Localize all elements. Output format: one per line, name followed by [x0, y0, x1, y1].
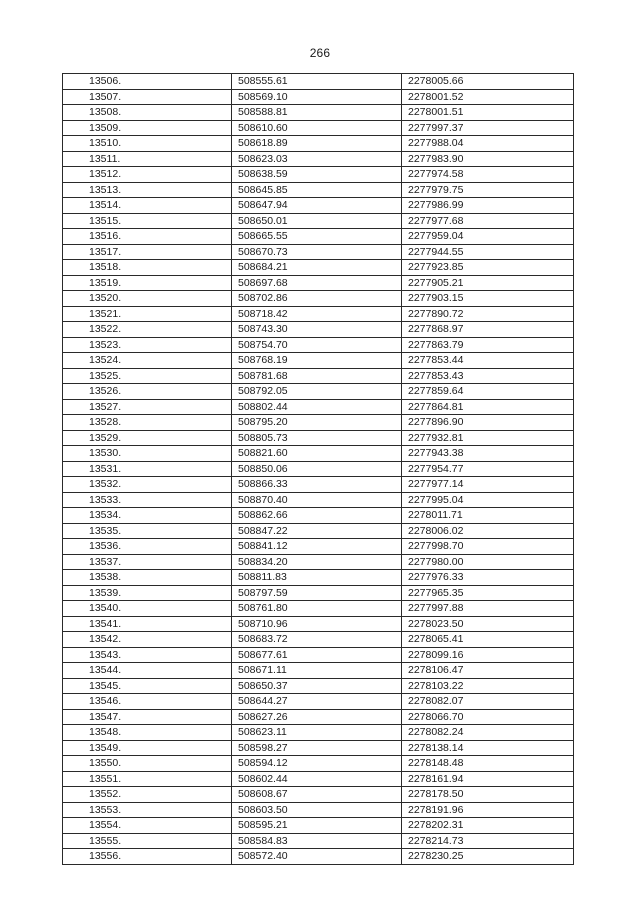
point-number-cell: 13538.: [63, 570, 232, 586]
y-coordinate-cell: 2278065.41: [402, 632, 574, 648]
table-row: [63, 430, 574, 446]
table-row: [63, 291, 574, 307]
y-coordinate-cell: 2278230.25: [402, 849, 574, 865]
y-coordinate-cell: 2278099.16: [402, 647, 574, 663]
x-coordinate-cell: 508768.19: [232, 353, 402, 369]
y-coordinate-cell: 2277954.77: [402, 461, 574, 477]
y-coordinate-cell: 2278001.51: [402, 105, 574, 121]
table-row: [63, 554, 574, 570]
y-coordinate-cell: 2277986.99: [402, 198, 574, 214]
page-number: 266: [309, 46, 331, 60]
y-coordinate-cell: 2278006.02: [402, 523, 574, 539]
x-coordinate-cell: 508797.59: [232, 585, 402, 601]
y-coordinate-cell: 2277983.90: [402, 151, 574, 167]
point-number-cell: 13527.: [63, 399, 232, 415]
x-coordinate-cell: 508761.80: [232, 601, 402, 617]
table-row: [63, 446, 574, 462]
y-coordinate-cell: 2277995.04: [402, 492, 574, 508]
table-row: [63, 523, 574, 539]
y-coordinate-cell: 2278011.71: [402, 508, 574, 524]
x-coordinate-cell: 508645.85: [232, 182, 402, 198]
point-number-cell: 13513.: [63, 182, 232, 198]
point-number-cell: 13533.: [63, 492, 232, 508]
table-row: [63, 678, 574, 694]
y-coordinate-cell: 2277932.81: [402, 430, 574, 446]
y-coordinate-cell: 2277977.68: [402, 213, 574, 229]
x-coordinate-cell: 508638.59: [232, 167, 402, 183]
y-coordinate-cell: 2278005.66: [402, 74, 574, 90]
x-coordinate-cell: 508697.68: [232, 275, 402, 291]
y-coordinate-cell: 2277943.38: [402, 446, 574, 462]
y-coordinate-cell: 2277980.00: [402, 554, 574, 570]
table-row: [63, 213, 574, 229]
table-row: [63, 740, 574, 756]
table-row: [63, 182, 574, 198]
x-coordinate-cell: 508841.12: [232, 539, 402, 555]
x-coordinate-cell: 508781.68: [232, 368, 402, 384]
table-row: [63, 477, 574, 493]
table-row: [63, 647, 574, 663]
x-coordinate-cell: 508623.03: [232, 151, 402, 167]
x-coordinate-cell: 508802.44: [232, 399, 402, 415]
x-coordinate-cell: 508665.55: [232, 229, 402, 245]
y-coordinate-cell: 2277959.04: [402, 229, 574, 245]
x-coordinate-cell: 508702.86: [232, 291, 402, 307]
x-coordinate-cell: 508792.05: [232, 384, 402, 400]
point-number-cell: 13550.: [63, 756, 232, 772]
x-coordinate-cell: 508627.26: [232, 709, 402, 725]
y-coordinate-cell: 2277859.64: [402, 384, 574, 400]
point-number-cell: 13551.: [63, 771, 232, 787]
y-coordinate-cell: 2277998.70: [402, 539, 574, 555]
table-row: [63, 849, 574, 865]
y-coordinate-cell: 2278148.48: [402, 756, 574, 772]
y-coordinate-cell: 2277863.79: [402, 337, 574, 353]
y-coordinate-cell: 2277868.97: [402, 322, 574, 338]
point-number-cell: 13542.: [63, 632, 232, 648]
x-coordinate-cell: 508572.40: [232, 849, 402, 865]
table-row: [63, 694, 574, 710]
table-row: [63, 105, 574, 121]
x-coordinate-cell: 508670.73: [232, 244, 402, 260]
x-coordinate-cell: 508588.81: [232, 105, 402, 121]
x-coordinate-cell: 508743.30: [232, 322, 402, 338]
point-number-cell: 13539.: [63, 585, 232, 601]
point-number-cell: 13507.: [63, 89, 232, 105]
point-number-cell: 13546.: [63, 694, 232, 710]
point-number-cell: 13535.: [63, 523, 232, 539]
x-coordinate-cell: 508821.60: [232, 446, 402, 462]
point-number-cell: 13518.: [63, 260, 232, 276]
table-row: [63, 663, 574, 679]
point-number-cell: 13555.: [63, 833, 232, 849]
table-row: [63, 771, 574, 787]
table-row: [63, 136, 574, 152]
x-coordinate-cell: 508710.96: [232, 616, 402, 632]
y-coordinate-cell: 2278106.47: [402, 663, 574, 679]
x-coordinate-cell: 508847.22: [232, 523, 402, 539]
point-number-cell: 13512.: [63, 167, 232, 183]
x-coordinate-cell: 508677.61: [232, 647, 402, 663]
y-coordinate-cell: 2277896.90: [402, 415, 574, 431]
table-row: [63, 616, 574, 632]
y-coordinate-cell: 2277997.88: [402, 601, 574, 617]
x-coordinate-cell: 508795.20: [232, 415, 402, 431]
y-coordinate-cell: 2277979.75: [402, 182, 574, 198]
table-row: [63, 229, 574, 245]
point-number-cell: 13515.: [63, 213, 232, 229]
point-number-cell: 13528.: [63, 415, 232, 431]
table-row: [63, 539, 574, 555]
x-coordinate-cell: 508805.73: [232, 430, 402, 446]
point-number-cell: 13526.: [63, 384, 232, 400]
y-coordinate-cell: 2277976.33: [402, 570, 574, 586]
y-coordinate-cell: 2277944.55: [402, 244, 574, 260]
point-number-cell: 13543.: [63, 647, 232, 663]
table-row: [63, 818, 574, 834]
x-coordinate-cell: 508608.67: [232, 787, 402, 803]
x-coordinate-cell: 508684.21: [232, 260, 402, 276]
x-coordinate-cell: 508555.61: [232, 74, 402, 90]
y-coordinate-cell: 2278066.70: [402, 709, 574, 725]
table-row: [63, 802, 574, 818]
y-coordinate-cell: 2278082.07: [402, 694, 574, 710]
y-coordinate-cell: 2277905.21: [402, 275, 574, 291]
point-number-cell: 13509.: [63, 120, 232, 136]
point-number-cell: 13549.: [63, 740, 232, 756]
x-coordinate-cell: 508647.94: [232, 198, 402, 214]
y-coordinate-cell: 2277864.81: [402, 399, 574, 415]
table-row: [63, 415, 574, 431]
y-coordinate-cell: 2278023.50: [402, 616, 574, 632]
point-number-cell: 13552.: [63, 787, 232, 803]
y-coordinate-cell: 2277853.44: [402, 353, 574, 369]
coordinates-table: [62, 73, 574, 865]
point-number-cell: 13521.: [63, 306, 232, 322]
y-coordinate-cell: 2278103.22: [402, 678, 574, 694]
point-number-cell: 13510.: [63, 136, 232, 152]
point-number-cell: 13541.: [63, 616, 232, 632]
x-coordinate-cell: 508569.10: [232, 89, 402, 105]
point-number-cell: 13529.: [63, 430, 232, 446]
x-coordinate-cell: 508850.06: [232, 461, 402, 477]
table-row: [63, 337, 574, 353]
x-coordinate-cell: 508671.11: [232, 663, 402, 679]
table-row: [63, 353, 574, 369]
x-coordinate-cell: 508683.72: [232, 632, 402, 648]
y-coordinate-cell: 2277977.14: [402, 477, 574, 493]
y-coordinate-cell: 2278202.31: [402, 818, 574, 834]
x-coordinate-cell: 508866.33: [232, 477, 402, 493]
x-coordinate-cell: 508595.21: [232, 818, 402, 834]
point-number-cell: 13517.: [63, 244, 232, 260]
x-coordinate-cell: 508718.42: [232, 306, 402, 322]
y-coordinate-cell: 2278161.94: [402, 771, 574, 787]
point-number-cell: 13545.: [63, 678, 232, 694]
point-number-cell: 13511.: [63, 151, 232, 167]
table-row: [63, 601, 574, 617]
point-number-cell: 13524.: [63, 353, 232, 369]
point-number-cell: 13519.: [63, 275, 232, 291]
y-coordinate-cell: 2277965.35: [402, 585, 574, 601]
point-number-cell: 13554.: [63, 818, 232, 834]
y-coordinate-cell: 2278191.96: [402, 802, 574, 818]
table-row: [63, 244, 574, 260]
point-number-cell: 13540.: [63, 601, 232, 617]
y-coordinate-cell: 2278178.50: [402, 787, 574, 803]
x-coordinate-cell: 508594.12: [232, 756, 402, 772]
point-number-cell: 13508.: [63, 105, 232, 121]
table-row: [63, 508, 574, 524]
point-number-cell: 13532.: [63, 477, 232, 493]
x-coordinate-cell: 508598.27: [232, 740, 402, 756]
x-coordinate-cell: 508610.60: [232, 120, 402, 136]
x-coordinate-cell: 508618.89: [232, 136, 402, 152]
x-coordinate-cell: 508603.50: [232, 802, 402, 818]
table-row: [63, 306, 574, 322]
x-coordinate-cell: 508623.11: [232, 725, 402, 741]
x-coordinate-cell: 508602.44: [232, 771, 402, 787]
y-coordinate-cell: 2277974.58: [402, 167, 574, 183]
point-number-cell: 13544.: [63, 663, 232, 679]
table-row: [63, 461, 574, 477]
table-row: [63, 585, 574, 601]
point-number-cell: 13534.: [63, 508, 232, 524]
y-coordinate-cell: 2277853.43: [402, 368, 574, 384]
y-coordinate-cell: 2277903.15: [402, 291, 574, 307]
point-number-cell: 13531.: [63, 461, 232, 477]
point-number-cell: 13514.: [63, 198, 232, 214]
table-row: [63, 151, 574, 167]
table-row: [63, 570, 574, 586]
x-coordinate-cell: 508862.66: [232, 508, 402, 524]
coordinates-table-body: [63, 74, 574, 865]
y-coordinate-cell: 2277997.37: [402, 120, 574, 136]
x-coordinate-cell: 508650.01: [232, 213, 402, 229]
point-number-cell: 13522.: [63, 322, 232, 338]
x-coordinate-cell: 508870.40: [232, 492, 402, 508]
y-coordinate-cell: 2277988.04: [402, 136, 574, 152]
x-coordinate-cell: 508644.27: [232, 694, 402, 710]
point-number-cell: 13516.: [63, 229, 232, 245]
point-number-cell: 13530.: [63, 446, 232, 462]
point-number-cell: 13523.: [63, 337, 232, 353]
table-row: [63, 399, 574, 415]
point-number-cell: 13506.: [63, 74, 232, 90]
point-number-cell: 13556.: [63, 849, 232, 865]
table-row: [63, 167, 574, 183]
table-row: [63, 368, 574, 384]
point-number-cell: 13547.: [63, 709, 232, 725]
table-row: [63, 709, 574, 725]
x-coordinate-cell: 508584.83: [232, 833, 402, 849]
x-coordinate-cell: 508834.20: [232, 554, 402, 570]
table-row: [63, 384, 574, 400]
table-row: [63, 322, 574, 338]
y-coordinate-cell: 2278138.14: [402, 740, 574, 756]
point-number-cell: 13548.: [63, 725, 232, 741]
table-row: [63, 756, 574, 772]
y-coordinate-cell: 2278082.24: [402, 725, 574, 741]
table-row: [63, 833, 574, 849]
y-coordinate-cell: 2278001.52: [402, 89, 574, 105]
point-number-cell: 13525.: [63, 368, 232, 384]
point-number-cell: 13537.: [63, 554, 232, 570]
table-row: [63, 787, 574, 803]
table-row: [63, 198, 574, 214]
x-coordinate-cell: 508811.83: [232, 570, 402, 586]
x-coordinate-cell: 508754.70: [232, 337, 402, 353]
point-number-cell: 13553.: [63, 802, 232, 818]
table-row: [63, 275, 574, 291]
table-row: [63, 74, 574, 90]
table-row: [63, 725, 574, 741]
point-number-cell: 13520.: [63, 291, 232, 307]
point-number-cell: 13536.: [63, 539, 232, 555]
table-row: [63, 492, 574, 508]
y-coordinate-cell: 2277890.72: [402, 306, 574, 322]
table-row: [63, 89, 574, 105]
table-row: [63, 120, 574, 136]
y-coordinate-cell: 2277923.85: [402, 260, 574, 276]
table-row: [63, 260, 574, 276]
table-row: [63, 632, 574, 648]
x-coordinate-cell: 508650.37: [232, 678, 402, 694]
y-coordinate-cell: 2278214.73: [402, 833, 574, 849]
